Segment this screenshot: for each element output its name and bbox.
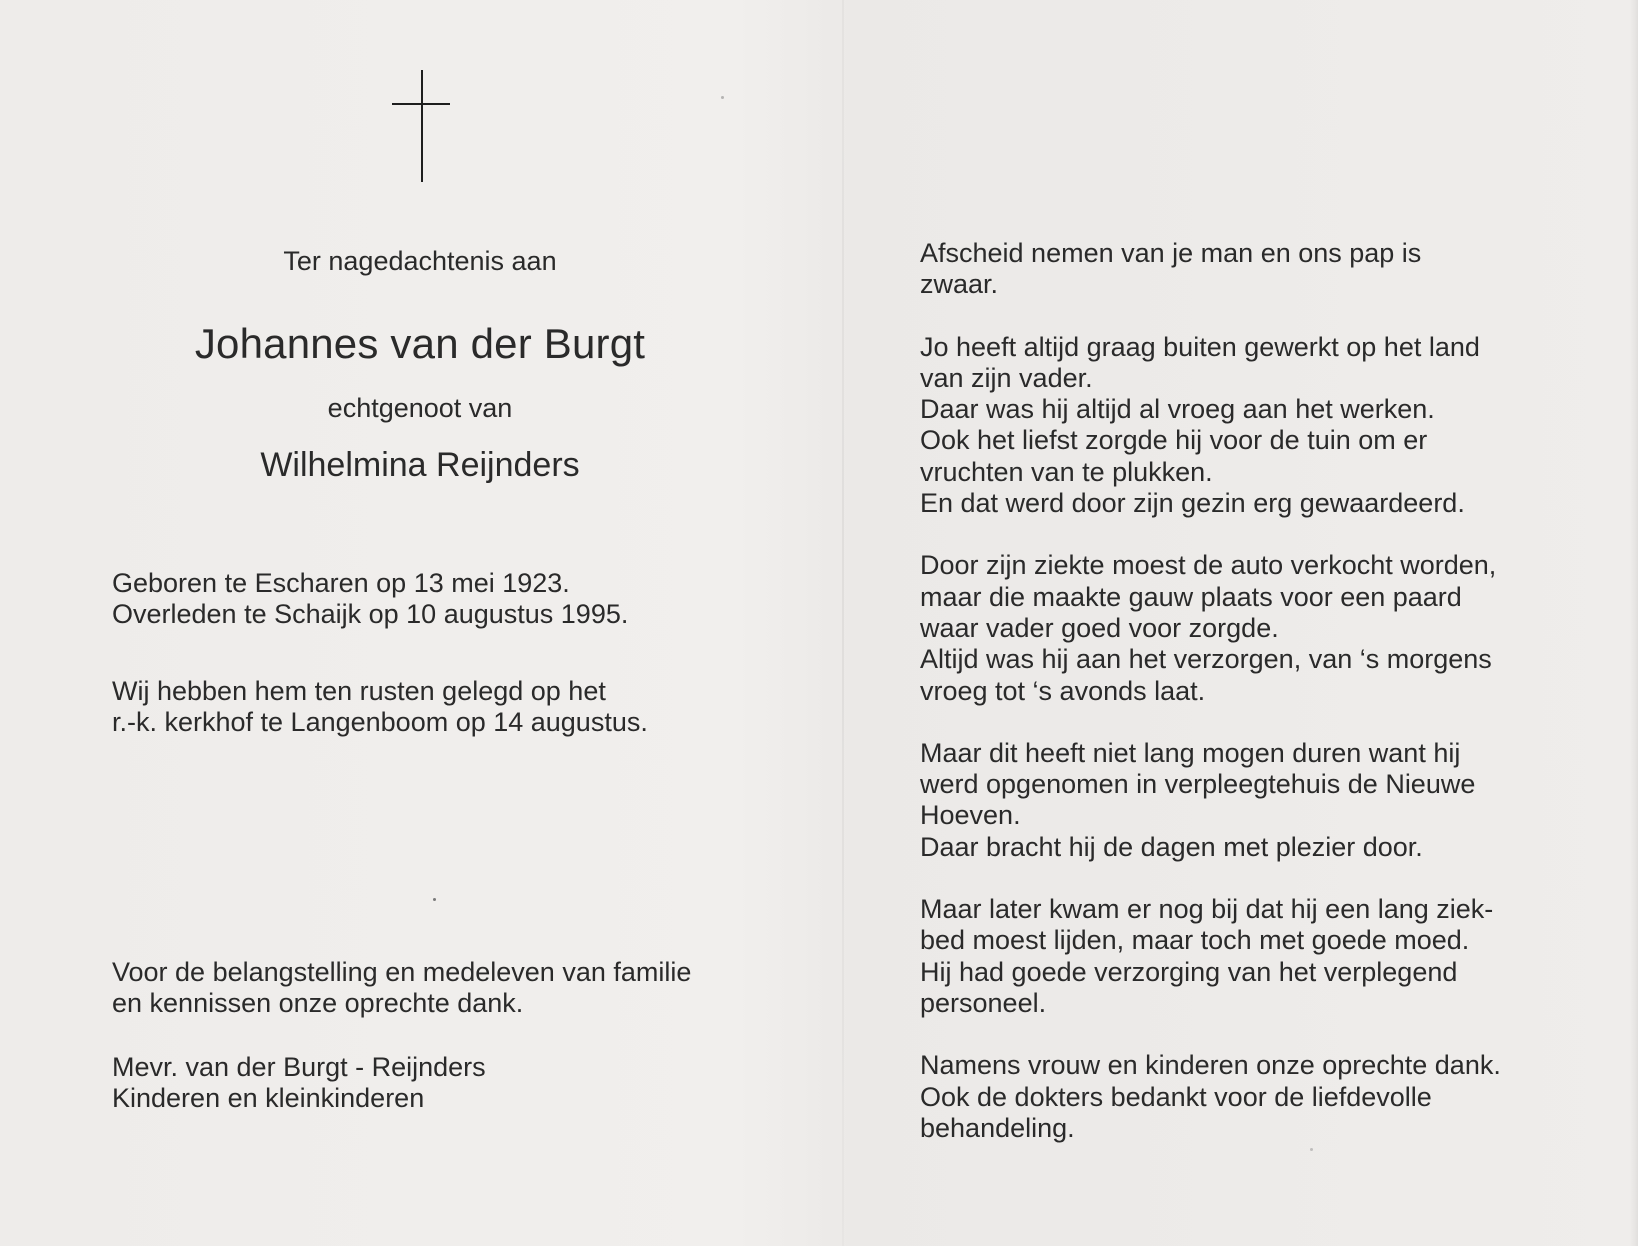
spouse-label: echtgenoot van — [327, 393, 513, 423]
text-line: Door zijn ziekte moest de auto verkocht worden, — [920, 550, 1497, 581]
text-line: behandeling. — [920, 1112, 1075, 1143]
text-line: Afscheid nemen van je man en ons pap is — [920, 238, 1422, 268]
poem-paragraph — [920, 1050, 1620, 1144]
cross-icon — [392, 70, 450, 182]
text-line: Jo heeft altijd graag buiten gewerkt op het land — [920, 331, 1480, 362]
text-line: Hij had goede verzorging van het verplegend — [920, 956, 1458, 987]
text-line: en kennissen onze oprechte dank. — [112, 988, 524, 1018]
thanks-text — [112, 957, 691, 1019]
text-line: Ook het liefst zorgde hij voor de tuin om er — [920, 425, 1428, 456]
text-line: Daar bracht hij de dagen met plezier door. — [920, 831, 1423, 862]
text-line: Namens vrouw en kinderen onze oprechte dank. — [920, 1050, 1501, 1081]
card-fold — [842, 0, 844, 1246]
paper-speck — [1310, 1148, 1313, 1151]
text-line: werd opgenomen in verpleegtehuis de Nieuwe — [920, 769, 1476, 800]
text-line: maar die maakte gauw plaats voor een paard — [920, 581, 1462, 612]
text-line: bed moest lijden, maar toch met goede moed. — [920, 925, 1470, 956]
text-line: waar vader goed voor zorgde. — [920, 612, 1279, 643]
memorial-poem — [920, 238, 1620, 1175]
text-line: Maar dit heeft niet lang mogen duren want hij — [920, 737, 1461, 768]
text-line: En dat werd door zijn gezin erg gewaardeerd. — [920, 488, 1465, 519]
text-line: Altijd was hij aan het verzorgen, van ‘s morgens — [920, 644, 1492, 675]
text-line: vroeg tot ‘s avonds laat. — [920, 675, 1206, 706]
poem-paragraph — [920, 238, 1620, 301]
birth-death-dates — [112, 568, 628, 630]
text-line: Maar later kwam er nog bij dat hij een lang ziek- — [920, 894, 1494, 925]
text-line: personeel. — [920, 987, 1047, 1018]
spouse-name: Wilhelmina Reijnders — [260, 446, 580, 484]
memorial-heading: Ter nagedachtenis aan — [283, 246, 557, 276]
paper-speck — [433, 898, 436, 901]
text-line: Hoeven. — [920, 800, 1021, 831]
text-line: Daar was hij altijd al vroeg aan het werken. — [920, 394, 1435, 425]
born-line: Geboren te Escharen op 13 mei 1923. — [112, 568, 570, 598]
paper-speck — [721, 96, 724, 99]
poem-paragraph — [920, 550, 1620, 706]
text-line: r.-k. kerkhof te Langenboom op 14 augustus. — [112, 707, 648, 737]
burial-text — [112, 676, 648, 738]
signature-block — [112, 1052, 486, 1114]
deceased-name: Johannes van der Burgt — [194, 320, 646, 367]
poem-paragraph — [920, 738, 1620, 863]
text-line: Wij hebben hem ten rusten gelegd op het — [112, 676, 606, 706]
text-line: Kinderen en kleinkinderen — [112, 1083, 425, 1113]
poem-paragraph — [920, 332, 1620, 520]
text-line: Ook de dokters bedankt voor de liefdevolle — [920, 1081, 1432, 1112]
text-line: Mevr. van der Burgt - Reijnders — [112, 1052, 486, 1082]
poem-paragraph — [920, 894, 1620, 1019]
text-line: Voor de belangstelling en medeleven van familie — [112, 957, 692, 987]
text-line: van zijn vader. — [920, 362, 1093, 393]
text-line: vruchten van te plukken. — [920, 456, 1213, 487]
died-line: Overleden te Schaijk op 10 augustus 1995. — [112, 599, 629, 629]
card-edge-shadow — [1630, 0, 1638, 1246]
text-line: zwaar. — [920, 269, 999, 300]
